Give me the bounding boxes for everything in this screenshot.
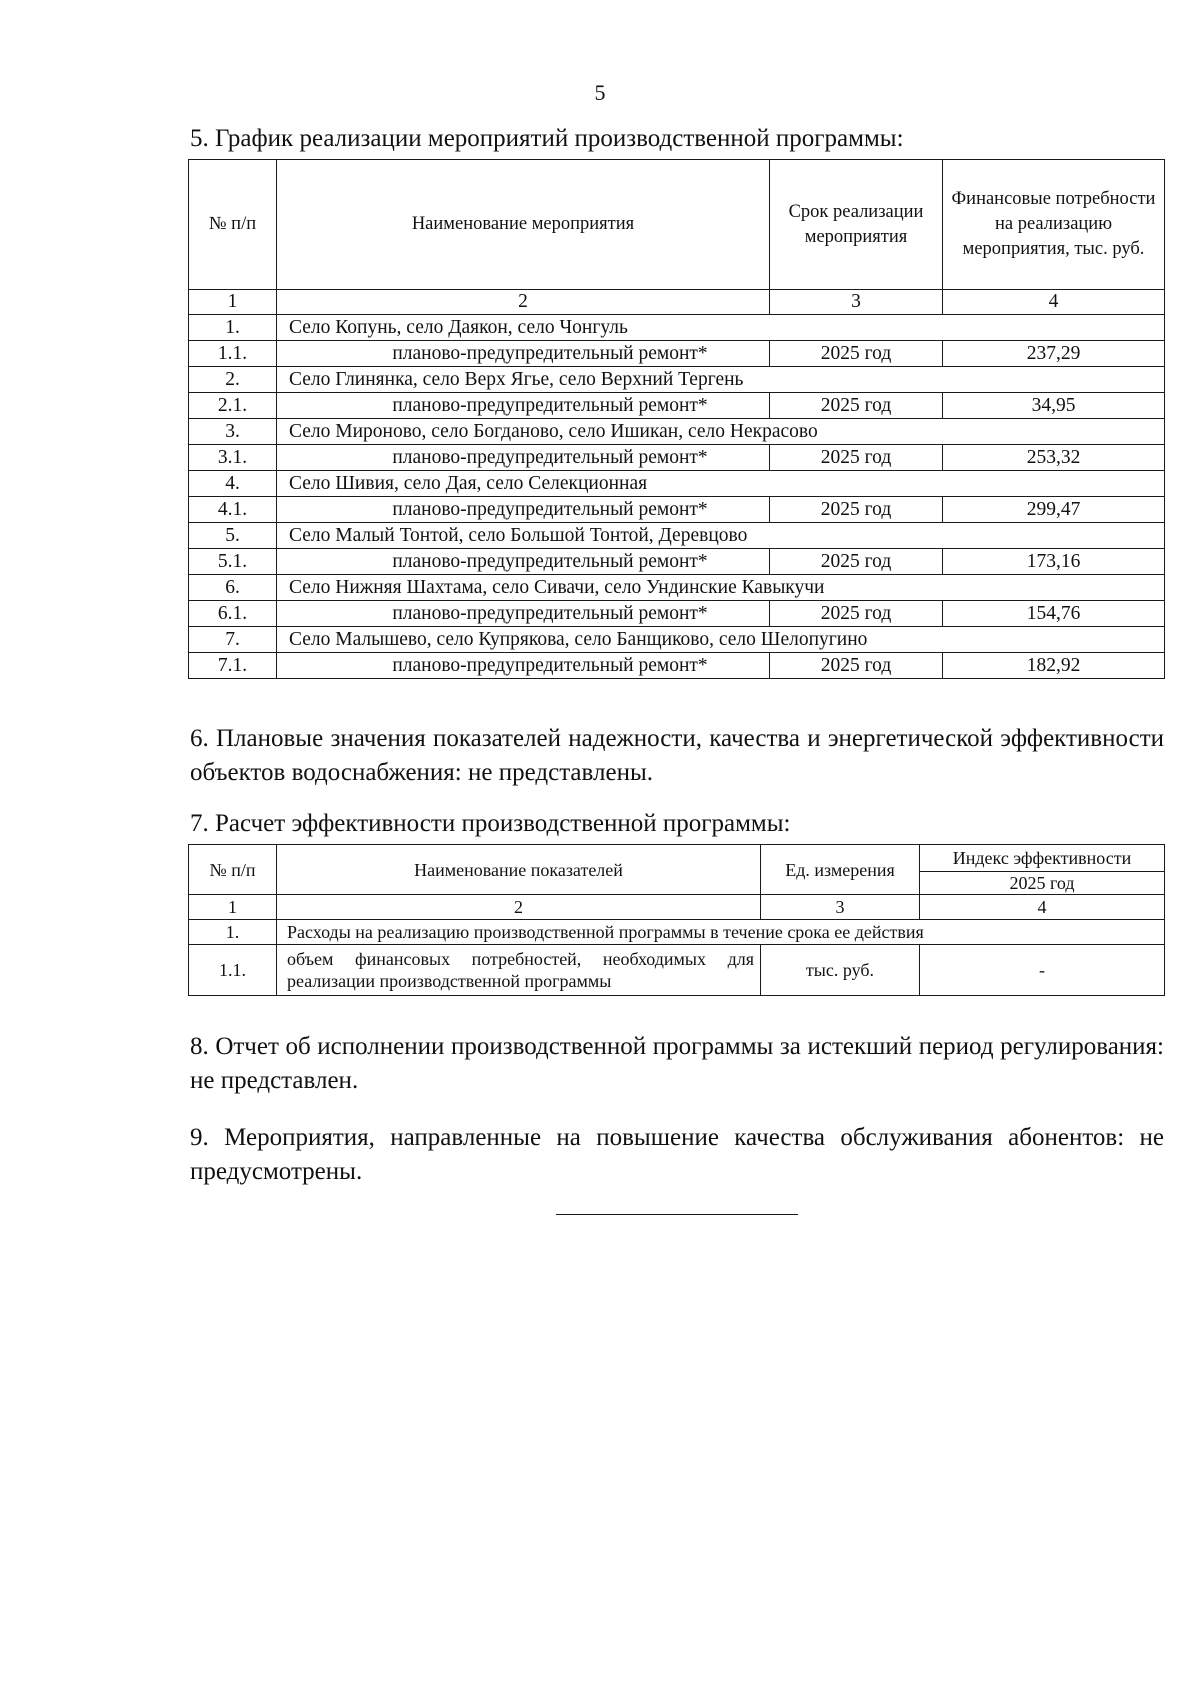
row-num: 2. <box>189 367 277 393</box>
header-name: Наименование мероприятия <box>277 160 770 290</box>
table-row <box>189 601 1165 627</box>
item-name: планово-предупредительный ремонт* <box>277 341 770 367</box>
column-number: 2 <box>277 895 761 920</box>
header-efficiency-index: Индекс эффективности <box>920 845 1165 872</box>
header-period: Срок реализации мероприятия <box>770 160 943 290</box>
group-name: Село Нижняя Шахтама, село Сивачи, село Ундинские Кавыкучи <box>277 575 1165 601</box>
section-9-text: 9. Мероприятия, направленные на повышение качества обслуживания абонентов: не предусмотрены. <box>190 1124 1164 1185</box>
table-row <box>189 497 1165 523</box>
indicator-unit: тыс. руб. <box>761 945 920 996</box>
indicator-value: - <box>920 945 1165 996</box>
group-name: Село Копунь, село Даякон, село Чонгуль <box>277 315 1165 341</box>
item-period: 2025 год <box>770 497 943 523</box>
indicator-name: объем финансовых потребностей, необходимых для реализации производственной программы <box>277 945 761 996</box>
efficiency-column-numbers <box>189 895 1165 920</box>
schedule-table-header <box>189 160 1165 290</box>
section-7-title: 7. Расчет эффективности производственной программы: <box>190 810 791 837</box>
column-number: 4 <box>943 290 1165 315</box>
row-num: 7.1. <box>189 653 277 679</box>
table-row <box>189 549 1165 575</box>
table-row <box>189 367 1165 393</box>
item-name: планово-предупредительный ремонт* <box>277 497 770 523</box>
schedule-table <box>188 159 1165 679</box>
item-period: 2025 год <box>770 653 943 679</box>
header-num: № п/п <box>189 160 277 290</box>
table-row <box>189 445 1165 471</box>
item-amount: 34,95 <box>943 393 1165 419</box>
item-period: 2025 год <box>770 445 943 471</box>
section-6-text: 6. Плановые значения показателей надежности, качества и энергетической эффективности объектов водоснабжения: не представлены. <box>190 725 1164 786</box>
efficiency-table <box>188 844 1165 996</box>
table-row <box>189 945 1165 996</box>
item-amount: 253,32 <box>943 445 1165 471</box>
item-period: 2025 год <box>770 601 943 627</box>
group-name: Село Малышево, село Купрякова, село Банщиково, село Шелопугино <box>277 627 1165 653</box>
group-name: Село Мироново, село Богданово, село Ишикан, село Некрасово <box>277 419 1165 445</box>
item-name: планово-предупредительный ремонт* <box>277 445 770 471</box>
table-row <box>189 419 1165 445</box>
efficiency-table-header <box>189 845 1165 872</box>
item-name: планово-предупредительный ремонт* <box>277 393 770 419</box>
item-period: 2025 год <box>770 341 943 367</box>
header-finance: Финансовые потребности на реализацию мероприятия, тыс. руб. <box>943 160 1165 290</box>
table-row <box>189 920 1165 945</box>
row-num: 3.1. <box>189 445 277 471</box>
schedule-column-numbers <box>189 290 1165 315</box>
row-num: 4. <box>189 471 277 497</box>
table-row <box>189 627 1165 653</box>
row-num: 5. <box>189 523 277 549</box>
row-num: 6.1. <box>189 601 277 627</box>
row-text: Расходы на реализацию производственной программы в течение срока ее действия <box>277 920 1165 945</box>
table-row <box>189 575 1165 601</box>
table-row <box>189 393 1165 419</box>
row-num: 1. <box>189 920 277 945</box>
item-amount: 173,16 <box>943 549 1165 575</box>
item-amount: 237,29 <box>943 341 1165 367</box>
column-number: 3 <box>770 290 943 315</box>
section-8-text: 8. Отчет об исполнении производственной программы за истекший период регулирования: не представлен. <box>190 1033 1164 1094</box>
row-num: 1.1. <box>189 945 277 996</box>
item-period: 2025 год <box>770 549 943 575</box>
group-name: Село Глинянка, село Верх Ягье, село Верхний Тергень <box>277 367 1165 393</box>
item-amount: 299,47 <box>943 497 1165 523</box>
item-name: планово-предупредительный ремонт* <box>277 549 770 575</box>
end-divider <box>556 1214 798 1215</box>
table-row <box>189 653 1165 679</box>
table-row <box>189 523 1165 549</box>
item-name: планово-предупредительный ремонт* <box>277 653 770 679</box>
table-row <box>189 315 1165 341</box>
row-num: 1. <box>189 315 277 341</box>
section-5-title: 5. График реализации мероприятий производственной программы: <box>190 125 904 152</box>
row-num: 4.1. <box>189 497 277 523</box>
column-number: 1 <box>189 290 277 315</box>
header-indicator-name: Наименование показателей <box>277 845 761 895</box>
page-number: 5 <box>594 80 606 105</box>
item-name: планово-предупредительный ремонт* <box>277 601 770 627</box>
table-row <box>189 341 1165 367</box>
column-number: 2 <box>277 290 770 315</box>
row-num: 2.1. <box>189 393 277 419</box>
item-amount: 154,76 <box>943 601 1165 627</box>
column-number: 4 <box>920 895 1165 920</box>
group-name: Село Шивия, село Дая, село Селекционная <box>277 471 1165 497</box>
header-year: 2025 год <box>920 872 1165 895</box>
column-number: 3 <box>761 895 920 920</box>
row-num: 5.1. <box>189 549 277 575</box>
column-number: 1 <box>189 895 277 920</box>
item-period: 2025 год <box>770 393 943 419</box>
row-num: 6. <box>189 575 277 601</box>
group-name: Село Малый Тонтой, село Большой Тонтой, Деревцово <box>277 523 1165 549</box>
row-num: 1.1. <box>189 341 277 367</box>
header-unit: Ед. измерения <box>761 845 920 895</box>
table-row <box>189 471 1165 497</box>
row-num: 3. <box>189 419 277 445</box>
row-num: 7. <box>189 627 277 653</box>
item-amount: 182,92 <box>943 653 1165 679</box>
header-num: № п/п <box>189 845 277 895</box>
